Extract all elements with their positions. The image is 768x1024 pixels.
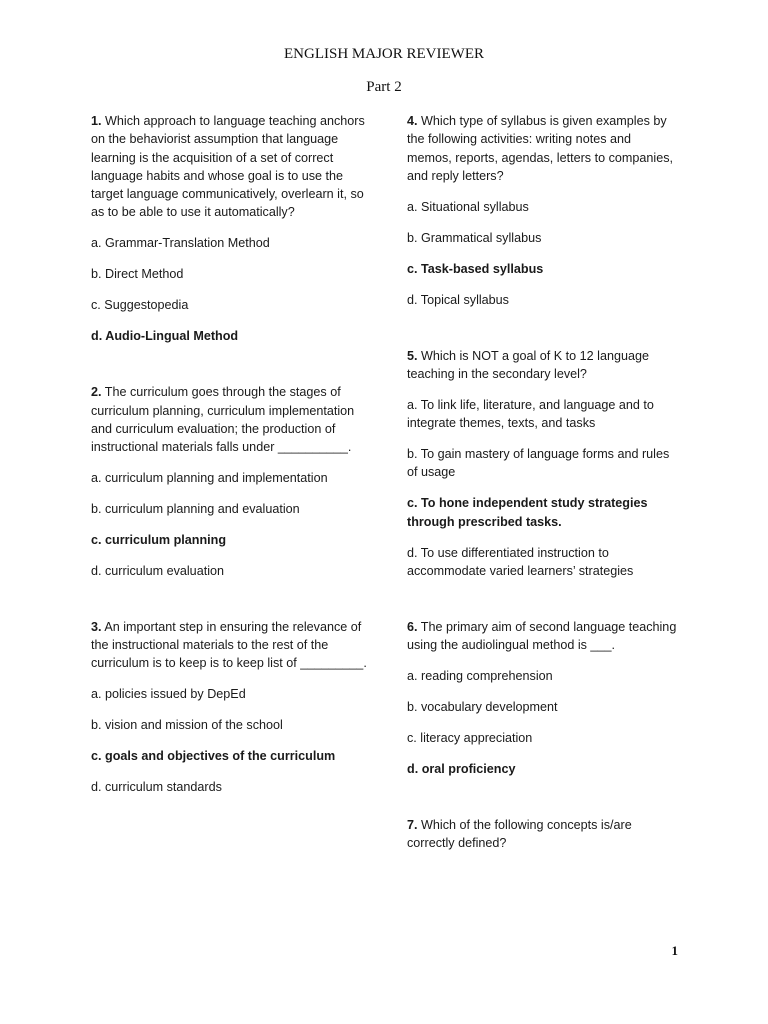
option-6a: a. reading comprehension <box>407 668 553 683</box>
document-part: Part 2 <box>366 79 402 95</box>
option-2d: d. curriculum evaluation <box>91 563 224 578</box>
option-6c: c. literacy appreciation <box>407 730 533 745</box>
option-1a: a. Grammar-Translation Method <box>91 236 270 251</box>
question-5 <box>407 347 677 384</box>
left-column <box>91 112 369 809</box>
option-5b: b. To gain mastery of language forms and rules of usage <box>407 447 670 480</box>
option-6d-answer: d. oral proficiency <box>407 761 516 776</box>
question-2 <box>91 383 369 456</box>
question-4 <box>407 112 677 185</box>
option-1d-answer: d. Audio-Lingual Method <box>91 329 239 344</box>
option-4b: b. Grammatical syllabus <box>407 230 542 245</box>
question-number: 7. <box>407 817 418 832</box>
question-7 <box>407 816 677 853</box>
document-title: ENGLISH MAJOR REVIEWER <box>284 46 484 62</box>
right-column <box>407 112 677 865</box>
question-number: 6. <box>407 619 418 634</box>
question-number: 3. <box>91 619 102 634</box>
option-2a: a. curriculum planning and implementation <box>91 470 328 485</box>
question-text: Which approach to language teaching anchors on the behaviorist assumption that language learning is the acquisition of a set of correct language habits and whose goal is to use the target language communicatively, overlearn it, so as to be able to use it automatically? <box>91 114 365 220</box>
option-2b: b. curriculum planning and evaluation <box>91 501 300 516</box>
option-2c-answer: c. curriculum planning <box>91 532 227 547</box>
option-5d: d. To use differentiated instruction to accommodate varied learners’ strategies <box>407 545 634 578</box>
option-5c-answer: c. To hone independent study strategies through prescribed tasks. <box>407 496 648 529</box>
option-3c-answer: c. goals and objectives of the curriculum <box>91 749 336 764</box>
question-number: 1. <box>91 114 102 128</box>
option-4c-answer: c. Task-based syllabus <box>407 261 544 276</box>
question-text: Which is NOT a goal of K to 12 language teaching in the secondary level? <box>407 348 650 381</box>
question-number: 5. <box>407 348 418 363</box>
question-1 <box>91 112 369 222</box>
question-text: The curriculum goes through the stages of curriculum planning, curriculum implementation and curriculum evaluation; the production of instructional materials falls under __________. <box>91 385 355 455</box>
option-6b: b. vocabulary development <box>407 699 558 714</box>
question-number: 2. <box>91 385 102 400</box>
option-5a: a. To link life, literature, and language and to integrate themes, texts, and tasks <box>407 397 654 431</box>
question-text: Which type of syllabus is given examples by the following activities: writing notes and memos, reports, agendas, letters to companies, and reply letters? <box>407 114 673 183</box>
question-6 <box>407 618 677 655</box>
question-text: An important step in ensuring the relevance of the instructional materials to the rest of the curriculum is to keep is to keep list of _________. <box>91 619 367 671</box>
question-number: 4. <box>407 114 418 128</box>
option-1c: c. Suggestopedia <box>91 298 189 313</box>
question-text: The primary aim of second language teaching using the audiolingual method is ___. <box>407 619 677 653</box>
question-text: Which of the following concepts is/are correctly defined? <box>407 817 632 851</box>
page-number: 1 <box>671 943 678 958</box>
option-1b: b. Direct Method <box>91 267 184 282</box>
option-4a: a. Situational syllabus <box>407 199 529 214</box>
option-3b: b. vision and mission of the school <box>91 718 283 733</box>
option-4d: d. Topical syllabus <box>407 292 509 307</box>
question-3 <box>91 618 369 673</box>
option-3a: a. policies issued by DepEd <box>91 687 246 702</box>
option-3d: d. curriculum standards <box>91 780 222 795</box>
